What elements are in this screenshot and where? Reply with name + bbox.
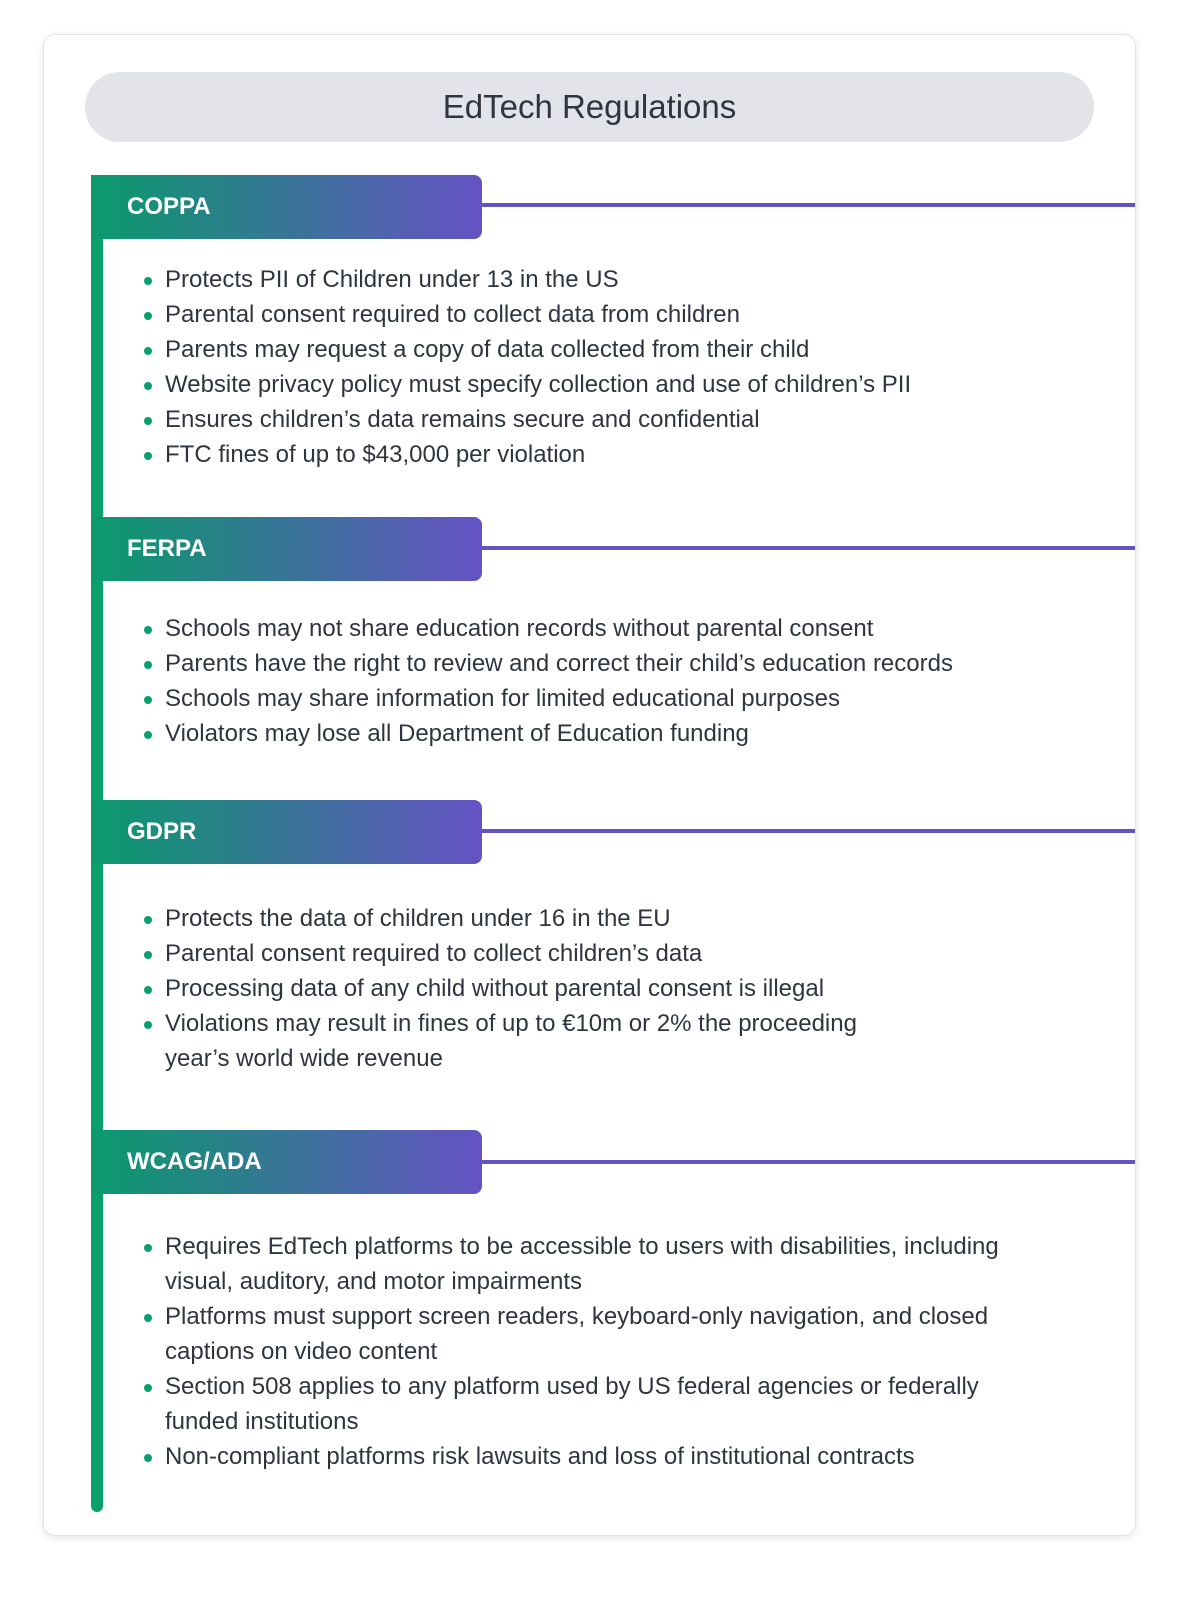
section-connector-coppa: [481, 203, 1135, 207]
bullet-dot: [144, 986, 152, 994]
list-item: Non-compliant platforms risk lawsuits and loss of institutional contracts: [144, 1439, 1054, 1474]
page-title: EdTech Regulations: [85, 72, 1094, 142]
bullet-dot: [144, 1021, 152, 1029]
list-item: Violations may result in fines of up to €10m or 2% the proceeding year’s world wide revenue: [144, 1006, 904, 1076]
infographic-card: [43, 34, 1136, 1536]
list-item: Violators may lose all Department of Education funding: [144, 716, 1084, 751]
bullet-dot: [144, 1384, 152, 1392]
bullet-list-coppa: [144, 262, 1084, 472]
bullet-dot: [144, 382, 152, 390]
list-item: Processing data of any child without parental consent is illegal: [144, 971, 904, 1006]
bullet-list-wcag-ada: [144, 1229, 1054, 1474]
bullet-dot: [144, 1314, 152, 1322]
section-label-wcag-ada: WCAG/ADA: [91, 1130, 482, 1194]
list-item: Platforms must support screen readers, keyboard-only navigation, and closed captions on video content: [144, 1299, 1054, 1369]
bullet-list-ferpa: [144, 611, 1084, 751]
bullet-dot: [144, 1244, 152, 1252]
list-item: Parental consent required to collect data from children: [144, 297, 1084, 332]
bullet-dot: [144, 626, 152, 634]
list-item: Parents may request a copy of data collected from their child: [144, 332, 1084, 367]
list-item: Requires EdTech platforms to be accessible to users with disabilities, including visual, auditory, and motor impairments: [144, 1229, 1054, 1299]
list-item: Schools may not share education records without parental consent: [144, 611, 1084, 646]
list-item: FTC fines of up to $43,000 per violation: [144, 437, 1084, 472]
list-item: Ensures children’s data remains secure and confidential: [144, 402, 1084, 437]
section-connector-ferpa: [481, 546, 1135, 550]
list-item: Protects PII of Children under 13 in the US: [144, 262, 1084, 297]
bullet-dot: [144, 696, 152, 704]
bullet-dot: [144, 312, 152, 320]
bullet-dot: [144, 417, 152, 425]
bullet-dot: [144, 277, 152, 285]
bullet-dot: [144, 1454, 152, 1462]
bullet-dot: [144, 951, 152, 959]
bullet-dot: [144, 731, 152, 739]
section-connector-gdpr: [481, 829, 1135, 833]
section-label-coppa: COPPA: [91, 175, 482, 239]
list-item: Parental consent required to collect children’s data: [144, 936, 904, 971]
bullet-list-gdpr: [144, 901, 904, 1076]
bullet-dot: [144, 452, 152, 460]
list-item: Parents have the right to review and correct their child’s education records: [144, 646, 1084, 681]
section-label-ferpa: FERPA: [91, 517, 482, 581]
list-item: Section 508 applies to any platform used by US federal agencies or federally funded institutions: [144, 1369, 1054, 1439]
bullet-dot: [144, 347, 152, 355]
section-label-gdpr: GDPR: [91, 800, 482, 864]
bullet-dot: [144, 661, 152, 669]
bullet-dot: [144, 916, 152, 924]
list-item: Website privacy policy must specify collection and use of children’s PII: [144, 367, 1084, 402]
section-connector-wcag-ada: [481, 1160, 1135, 1164]
list-item: Protects the data of children under 16 in the EU: [144, 901, 904, 936]
list-item: Schools may share information for limited educational purposes: [144, 681, 1084, 716]
